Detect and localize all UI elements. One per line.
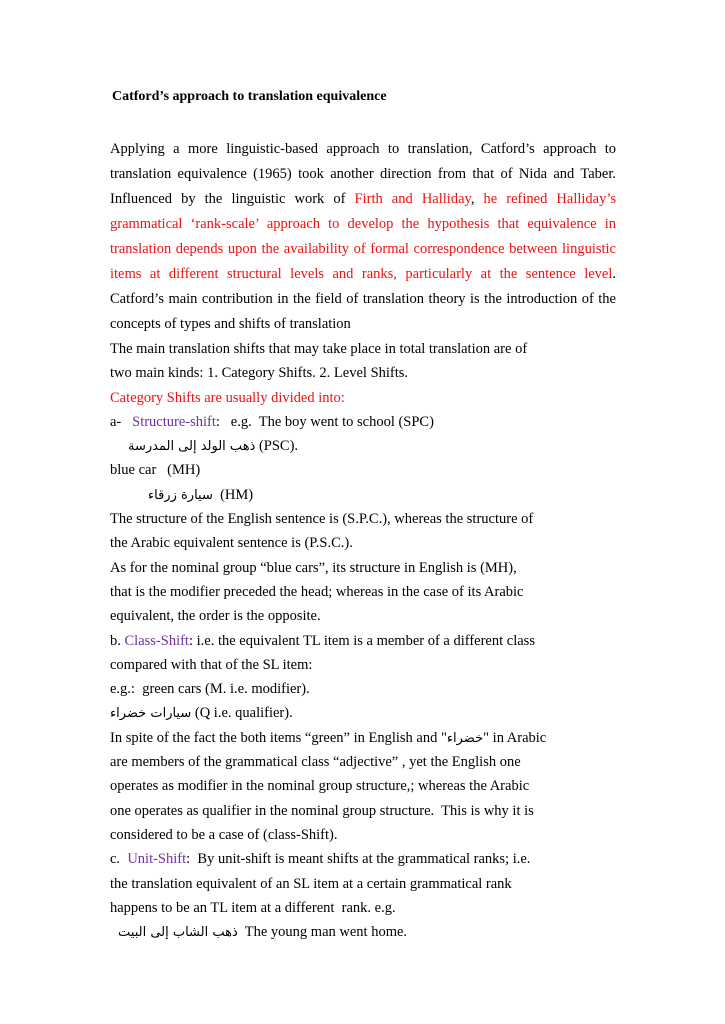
intro-text-b: , xyxy=(470,191,484,207)
arabic-example-line xyxy=(110,701,620,725)
text-span: The young man went home. xyxy=(237,924,408,941)
text-line: are members of the grammatical class “adjective” , yet the English one xyxy=(110,754,521,771)
class-shift-definition: : i.e. the equivalent TL item is a member of a different class xyxy=(188,632,535,649)
text-line: the translation equivalent of an SL item at a certain grammatical rank xyxy=(110,875,512,892)
text-line: considered to be a case of (class-Shift). xyxy=(110,826,338,843)
arabic-example-line xyxy=(110,434,620,458)
unit-shift-term: Unit-Shift xyxy=(127,851,187,868)
text-line: As for the nominal group “blue cars”, its structure in English is (MH), xyxy=(110,559,517,576)
text-span: In spite of the fact the both items “green” in English and " xyxy=(110,729,447,746)
text-line: happens to be an TL item at a different rank. e.g. xyxy=(110,899,396,916)
arabic-text: ذهب الولد إلى المدرسة xyxy=(128,439,256,455)
arabic-text: سيارة زرقاء xyxy=(148,487,213,503)
text-line: blue car (MH) xyxy=(110,462,201,479)
text-line: The main translation shifts that may take place in total translation are of xyxy=(110,341,528,357)
document-title: Catford’s approach to translation equivalence xyxy=(112,89,387,104)
text-line: two main kinds: 1. Category Shifts. 2. Level Shifts. xyxy=(110,365,409,382)
text-span: (PSC). xyxy=(255,438,299,455)
structure-shift-line xyxy=(110,410,620,434)
body-text xyxy=(110,337,620,944)
intro-paragraph xyxy=(110,137,616,337)
highlight-firth-halliday: Firth and Halliday xyxy=(354,191,471,207)
text-span: " in Arabic xyxy=(483,729,547,746)
class-shift-term: Class-Shift xyxy=(124,632,189,649)
text-line: the Arabic equivalent sentence is (P.S.C.). xyxy=(110,535,353,552)
text-line: The structure of the English sentence is (S.P.C.), whereas the structure of xyxy=(110,511,534,528)
text-line: compared with that of the SL item: xyxy=(110,656,313,673)
category-shifts-heading: Category Shifts are usually divided into: xyxy=(110,389,345,406)
text-line xyxy=(110,726,620,750)
arabic-text: ذهب الشاب إلى البيت xyxy=(118,925,238,941)
arabic-text: خضراء xyxy=(446,730,484,746)
text-line: equivalent, the order is the opposite. xyxy=(110,608,321,625)
list-marker: c. xyxy=(110,851,128,868)
text-line: that is the modifier preceded the head; whereas in the case of its Arabic xyxy=(110,583,524,600)
text-line: one operates as qualifier in the nominal group structure. This is why it is xyxy=(110,802,534,819)
arabic-text: سيارات خضراء xyxy=(110,706,192,722)
unit-shift-definition: : By unit-shift is meant shifts at the grammatical ranks; i.e. xyxy=(186,851,531,868)
intro-text-c: . Catford’s main contribution in the field of translation theory is the introduction of the concepts of types and shifts of translation xyxy=(110,266,616,332)
class-shift-line xyxy=(110,629,620,653)
text-line: e.g.: green cars (M. i.e. modifier). xyxy=(110,681,310,698)
text-span: (Q i.e. qualifier). xyxy=(191,705,293,722)
text-span: (HM) xyxy=(212,486,254,503)
arabic-example-line xyxy=(110,920,620,944)
arabic-example-line xyxy=(110,483,620,507)
unit-shift-line xyxy=(110,847,620,871)
list-marker: b. xyxy=(110,632,125,649)
structure-shift-term: Structure-shift xyxy=(132,413,216,430)
highlight-hypothesis: he refined Halliday’s grammatical ‘rank-scale’ approach to develop the hypothesis that equivalence in translation depends upon the availability of formal correspondence between linguistic items at different structural levels and ranks, particularly at the sentence level xyxy=(110,191,617,282)
structure-shift-example: : e.g. The boy went to school (SPC) xyxy=(215,413,434,430)
list-marker: a- xyxy=(110,413,133,430)
text-line: operates as modifier in the nominal group structure,; whereas the Arabic xyxy=(110,778,530,795)
intro-text-a: Applying a more linguistic-based approach to translation, Catford’s approach to translation equivalence (1965) took another direction from that of Nida and Taber. Influenced by the linguistic work of xyxy=(110,141,616,207)
